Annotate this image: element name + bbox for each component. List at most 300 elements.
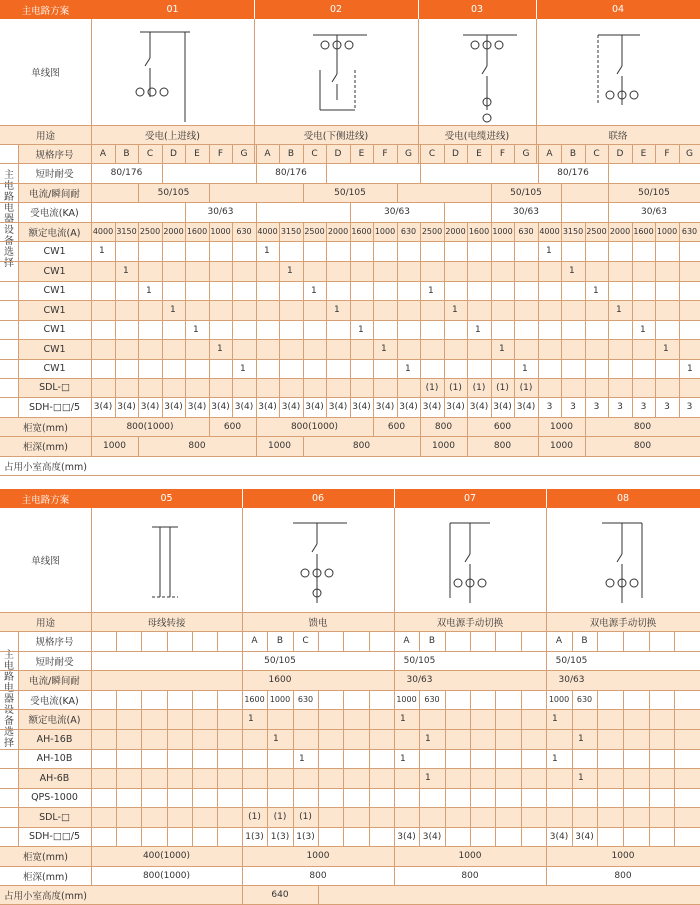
grid-line <box>397 144 398 163</box>
grid-line <box>318 631 319 651</box>
grid-line <box>116 690 117 846</box>
cabinet-depth: 800(1000) <box>142 870 191 881</box>
grid-line <box>597 690 598 846</box>
header-divider <box>394 489 395 508</box>
grid-line <box>256 163 257 183</box>
device-row-label: CW1 <box>43 343 66 355</box>
short-time-value: 50/105 <box>638 187 670 198</box>
single-line-label: 单线图 <box>31 68 60 79</box>
grid-line <box>0 475 700 476</box>
grid-line <box>91 631 92 651</box>
scheme-number: 08 <box>616 493 630 504</box>
grid-line <box>397 183 398 202</box>
matrix-mark: 1 <box>400 714 406 724</box>
grid-line <box>561 183 562 202</box>
device-row-label: AH-16B <box>36 733 73 745</box>
rated-value: 2500 <box>421 227 443 236</box>
usage-text: 受电(上进线) <box>145 130 200 142</box>
grid-line <box>192 631 193 651</box>
header-title: 主电路方案 <box>21 494 70 506</box>
matrix-mark: 1 <box>475 324 481 335</box>
short-time-value: 50/105 <box>334 187 366 198</box>
grid-line <box>279 144 280 163</box>
grid-line <box>138 144 139 163</box>
grid-line <box>326 222 327 417</box>
matrix-mark: 1 <box>569 266 575 276</box>
scheme-number: 04 <box>611 4 625 15</box>
single-line-diagram-01 <box>130 22 200 122</box>
grid-line <box>546 631 547 651</box>
usage-label: 用途 <box>35 617 55 629</box>
single-line-diagram-02 <box>305 30 375 120</box>
spec-code: G <box>522 148 530 159</box>
short-time-value: 50/105 <box>403 655 436 666</box>
grid-line <box>561 222 562 417</box>
grid-line <box>597 631 598 651</box>
grid-line <box>538 163 539 183</box>
grid-line <box>293 631 294 651</box>
matrix-mark: 1 <box>248 714 254 724</box>
scheme-number: 05 <box>160 493 173 504</box>
matrix-mark: 1 <box>334 305 340 315</box>
device-row-label: CW1 <box>43 245 66 257</box>
grid-line <box>242 690 243 846</box>
grid-line <box>444 202 445 222</box>
sdh-value: 3(4) <box>234 402 254 412</box>
spec-label: 规格序号 <box>35 637 74 648</box>
grid-line <box>185 144 186 163</box>
sdh-value: 3(4) <box>211 402 230 412</box>
width-label: 柜宽(mm) <box>23 422 68 434</box>
grid-line <box>217 690 218 846</box>
grid-line <box>538 222 539 417</box>
spec-code: A <box>264 148 271 159</box>
grid-line <box>141 690 142 846</box>
grid-line <box>0 885 700 886</box>
single-line-diagram-04 <box>590 30 660 120</box>
spec-code: G <box>240 148 248 159</box>
matrix-mark: 1 <box>358 324 364 335</box>
grid-line <box>369 690 370 846</box>
header-divider <box>536 0 537 19</box>
grid-line <box>242 885 243 904</box>
grid-line <box>632 222 633 417</box>
usage-text: 双电源手动切换 <box>589 617 657 629</box>
grid-line <box>495 631 496 651</box>
height-label: 占用小室高度(mm) <box>4 890 87 902</box>
cabinet-depth: 1000 <box>103 441 126 451</box>
grid-line <box>445 690 446 846</box>
spec-code: B <box>581 636 588 646</box>
matrix-mark: 1 <box>170 305 176 315</box>
grid-line <box>232 222 233 417</box>
short-time-value: 50/105 <box>555 655 588 666</box>
grid-line <box>18 144 19 417</box>
spec-code: E <box>358 148 365 159</box>
grid-line <box>467 436 468 456</box>
usage-text: 联络 <box>608 130 628 142</box>
matrix-mark: 1 <box>546 246 552 256</box>
grid-line <box>521 631 522 651</box>
short-label-3: 受电流(KA) <box>30 695 79 707</box>
sdh-value: 3(4) <box>422 402 442 412</box>
matrix-mark: 1 <box>663 344 669 354</box>
rated-value: 1600 <box>244 695 265 704</box>
grid-line <box>0 456 700 457</box>
grid-line <box>303 222 304 417</box>
short-label-1: 短时耐受 <box>35 169 74 180</box>
sdh-value: 3(4) <box>140 402 160 412</box>
cabinet-depth: 1000 <box>550 441 573 451</box>
short-label-3: 受电流(KA) <box>30 208 79 219</box>
spec-code: A <box>546 148 553 159</box>
cabinet-depth: 1000 <box>432 441 455 451</box>
sdh-value: 3(4) <box>397 831 416 842</box>
rated-value: 1600 <box>351 227 372 236</box>
matrix-mark: 1 <box>552 714 558 724</box>
grid-line <box>445 631 446 651</box>
band-row <box>0 709 700 729</box>
rated-value: 1000 <box>492 227 513 236</box>
sdh-value: 3(4) <box>446 402 465 412</box>
grid-line <box>254 19 255 163</box>
grid-line <box>162 222 163 417</box>
grid-line <box>397 222 398 417</box>
grid-line <box>192 690 193 846</box>
sdh-value: 1(3) <box>296 831 315 842</box>
grid-line <box>491 183 492 202</box>
matrix-mark: 1 <box>499 344 505 354</box>
matrix-mark: 1 <box>405 363 411 374</box>
short-time-value: 80/176 <box>110 168 143 178</box>
rated-label: 额定电流(A) <box>28 227 81 239</box>
sdh-value: 3 <box>686 402 693 412</box>
matrix-mark: 1 <box>687 363 693 374</box>
grid-line <box>209 183 210 202</box>
header-divider <box>546 489 547 508</box>
device-row-label: CW1 <box>43 304 66 316</box>
grid-line <box>343 631 344 651</box>
grid-line <box>167 690 168 846</box>
grid-line <box>0 670 700 671</box>
grid-line <box>209 144 210 163</box>
sdh-value: 3 <box>570 402 576 412</box>
single-line-diagram-08 <box>592 518 662 608</box>
sdh-value: 3(4) <box>164 402 183 412</box>
sdh-value: 3(4) <box>93 402 113 412</box>
matrix-mark: 1 <box>273 734 279 744</box>
rated-value: 3150 <box>116 227 137 236</box>
sdl-mark: (1) <box>519 382 533 393</box>
grid-line <box>326 144 327 163</box>
cabinet-depth: 800 <box>493 441 512 451</box>
grid-line <box>0 436 700 437</box>
rated-value: 1000 <box>374 227 396 236</box>
device-row-label: CW1 <box>43 265 66 277</box>
grid-line <box>256 417 257 436</box>
grid-line <box>623 631 624 651</box>
grid-line <box>116 631 117 651</box>
device-row-label: SDL-□ <box>39 811 70 823</box>
grid-line <box>470 690 471 846</box>
grid-line <box>418 19 419 163</box>
short-label-2: 电流/瞬间耐 <box>29 676 80 687</box>
rated-label: 额定电流(A) <box>28 715 81 726</box>
grid-line <box>561 202 562 222</box>
matrix-mark: 1 <box>425 773 431 783</box>
sdh-value: 3 <box>546 402 553 412</box>
spec-code: E <box>476 148 482 159</box>
rated-value: 2500 <box>304 227 325 236</box>
device-row-label: SDH-□□/5 <box>28 831 81 842</box>
matrix-mark: 1 <box>193 324 199 335</box>
grid-line <box>350 202 351 222</box>
sdh-value: 3(4) <box>375 402 395 412</box>
matrix-mark: 1 <box>578 734 584 744</box>
grid-line <box>538 417 539 436</box>
grid-line <box>0 729 700 730</box>
grid-line <box>0 125 700 126</box>
rated-value: 630 <box>518 227 534 236</box>
grid-line <box>632 144 633 163</box>
matrix-mark: 1 <box>452 305 458 315</box>
rated-value: 1000 <box>656 227 678 236</box>
sdh-value: 3 <box>617 402 623 412</box>
sdh-value: 1(3) <box>270 831 290 842</box>
grid-line <box>217 631 218 651</box>
usage-text: 双电源手动切换 <box>436 617 504 629</box>
device-row-label: CW1 <box>43 285 66 296</box>
scheme-number: 07 <box>463 493 477 504</box>
short-time-value: 30/63 <box>513 207 539 217</box>
grid-line <box>267 690 268 846</box>
grid-line <box>394 690 395 846</box>
sdh-value: 3(4) <box>422 831 442 842</box>
grid-line <box>491 222 492 417</box>
sdh-value: 3(4) <box>549 831 569 842</box>
grid-line <box>467 144 468 163</box>
cabinet-width: 800(1000) <box>290 421 339 432</box>
short-time-value: 30/63 <box>406 675 433 685</box>
grid-line <box>373 144 374 163</box>
spec-code: D <box>170 148 177 159</box>
short-time-value: 30/63 <box>384 207 410 217</box>
grid-line <box>91 222 92 417</box>
sdh-value: 3(4) <box>575 831 594 842</box>
grid-line <box>538 436 539 456</box>
spec-code: A <box>403 636 410 646</box>
sdh-value: 3(4) <box>281 402 301 412</box>
grid-line <box>318 885 319 904</box>
cabinet-width: 800(1000) <box>126 421 174 432</box>
grid-line <box>242 631 243 651</box>
grid-line <box>0 866 700 867</box>
spec-code: B <box>428 636 436 646</box>
spec-code: E <box>194 148 200 159</box>
spec-code: D <box>334 148 342 159</box>
grid-line <box>0 163 700 164</box>
grid-line <box>467 222 468 417</box>
spec-code: D <box>616 148 624 159</box>
cabinet-width: 1000 <box>550 421 573 432</box>
grid-line <box>491 144 492 163</box>
grid-line <box>209 222 210 417</box>
grid-line <box>326 163 327 183</box>
cabinet-depth: 1000 <box>268 441 291 451</box>
grid-line <box>514 144 515 163</box>
device-row-label: SDL-□ <box>39 382 70 393</box>
grid-line <box>303 144 304 163</box>
spec-code: G <box>405 148 412 159</box>
grid-line <box>209 417 210 436</box>
grid-line <box>0 827 700 828</box>
grid-line <box>162 144 163 163</box>
rated-value: 2000 <box>327 227 349 236</box>
sdh-value: 3(4) <box>187 402 207 412</box>
rated-value: 1000 <box>548 695 570 704</box>
grid-line <box>267 631 268 651</box>
spec-code: C <box>428 148 436 159</box>
device-row-label: CW1 <box>43 363 66 374</box>
rated-value: 630 <box>681 227 698 236</box>
rated-value: 2000 <box>609 227 631 236</box>
rated-value: 630 <box>297 695 314 704</box>
grid-line <box>585 144 586 163</box>
matrix-mark: 1 <box>299 753 305 764</box>
scheme-number: 03 <box>470 4 484 15</box>
matrix-mark: 1 <box>616 305 622 315</box>
sdh-value: 3 <box>664 402 670 412</box>
cabinet-width: 600 <box>387 421 406 432</box>
grid-line <box>185 222 186 417</box>
grid-line <box>491 202 492 222</box>
grid-line <box>420 144 421 163</box>
grid-line <box>373 417 374 436</box>
matrix-mark: 1 <box>123 266 129 276</box>
single-line-label: 单线图 <box>31 556 60 567</box>
grid-line <box>585 222 586 417</box>
grid-line <box>350 222 351 417</box>
scheme-number: 02 <box>329 4 343 15</box>
grid-line <box>115 222 116 417</box>
grid-line <box>115 144 116 163</box>
single-line-diagram-05 <box>150 522 190 602</box>
grid-line <box>0 417 700 418</box>
grid-line <box>608 183 609 202</box>
grid-line <box>649 631 650 651</box>
short-time-value: 50/105 <box>510 187 542 198</box>
sdl-mark: (1) <box>425 382 439 393</box>
grid-line <box>495 690 496 846</box>
rated-value: 1600 <box>468 227 490 236</box>
grid-line <box>185 202 186 222</box>
usage-label: 用途 <box>35 130 55 142</box>
grid-line <box>318 690 319 846</box>
spec-code: G <box>686 148 693 159</box>
grid-line <box>369 631 370 651</box>
short-time-value: 1600 <box>268 675 292 685</box>
sdh-value: 3(4) <box>352 402 371 412</box>
cabinet-depth: 800 <box>614 870 632 881</box>
matrix-mark: 1 <box>640 324 646 335</box>
grid-line <box>679 222 680 417</box>
rated-value: 2000 <box>445 227 466 236</box>
spec-code: C <box>593 148 600 159</box>
sdh-value: 3(4) <box>117 402 136 412</box>
rated-value: 1000 <box>210 227 231 236</box>
device-row-label: CW1 <box>43 324 66 335</box>
sdl-mark: (1) <box>299 811 312 822</box>
grid-line <box>350 144 351 163</box>
sdh-value: 3(4) <box>493 402 512 412</box>
header-divider <box>242 489 243 508</box>
spec-code: B <box>276 636 284 646</box>
matrix-mark: 1 <box>428 285 434 296</box>
cabinet-width: 800 <box>633 421 652 432</box>
matrix-mark: 1 <box>217 344 223 354</box>
short-time-value: 80/176 <box>557 168 589 178</box>
sdl-mark: (1) <box>449 382 462 393</box>
grid-line <box>561 144 562 163</box>
header-divider <box>418 0 419 19</box>
short-label-1: 短时耐受 <box>35 656 74 668</box>
usage-text: 母线转接 <box>147 617 186 629</box>
cabinet-width: 1000 <box>458 851 482 861</box>
cabinet-width: 1000 <box>306 851 330 861</box>
short-time-value: 30/63 <box>641 207 667 217</box>
rated-value: 630 <box>576 695 593 704</box>
spec-code: B <box>123 148 130 159</box>
cabinet-depth: 800 <box>461 870 479 881</box>
usage-text: 受电(电缆进线) <box>444 130 510 142</box>
grid-line <box>521 690 522 846</box>
matrix-mark: 1 <box>425 734 431 744</box>
spec-code: E <box>640 148 647 159</box>
matrix-mark: 1 <box>381 344 387 354</box>
grid-line <box>0 807 700 808</box>
short-time-value: 30/63 <box>207 207 234 217</box>
sdl-mark: (1) <box>472 382 486 393</box>
usage-text: 馈电 <box>308 617 328 629</box>
grid-line <box>546 690 547 846</box>
sdl-mark: (1) <box>248 811 261 822</box>
cabinet-depth: 800 <box>352 441 371 451</box>
rated-value: 630 <box>236 227 252 236</box>
matrix-mark: 1 <box>99 246 105 256</box>
grid-line <box>0 846 700 847</box>
rated-value: 4000 <box>92 227 114 236</box>
grid-line <box>608 222 609 417</box>
cabinet-width: 1000 <box>611 851 635 861</box>
rated-value: 3150 <box>280 227 302 236</box>
grid-line <box>420 417 421 436</box>
grid-line <box>256 222 257 417</box>
spec-code: C <box>311 148 318 159</box>
sdh-value: 3(4) <box>469 402 489 412</box>
matrix-mark: 1 <box>287 266 293 276</box>
scheme-number: 01 <box>166 4 179 15</box>
cabinet-depth: 800 <box>633 441 652 451</box>
grid-line <box>256 436 257 456</box>
grid-line <box>674 690 675 846</box>
grid-line <box>0 768 700 769</box>
grid-line <box>419 631 420 651</box>
sdh-value: 3(4) <box>305 402 324 412</box>
spec-label: 规格序号 <box>35 149 74 161</box>
matrix-mark: 1 <box>264 246 270 256</box>
header-title: 主电路方案 <box>21 5 70 17</box>
rated-value: 630 <box>424 695 440 704</box>
